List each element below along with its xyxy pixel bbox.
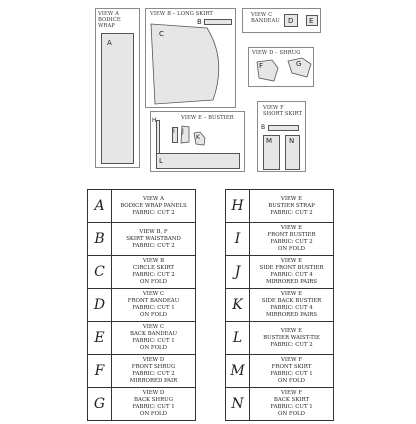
legend-table-left bbox=[87, 189, 196, 421]
legend-line: MIRRORED PAIRS bbox=[265, 312, 318, 318]
piece-c-letter: C bbox=[159, 30, 164, 38]
legend-line: FABRIC: CUT 1 bbox=[270, 371, 313, 377]
legend-line: CIRCLE SKIRT bbox=[132, 265, 175, 271]
legend-row bbox=[226, 388, 334, 421]
legend-letter: A bbox=[88, 190, 112, 223]
legend-line: FABRIC: CUT 4 bbox=[270, 272, 313, 278]
legend-line: VIEW E bbox=[280, 225, 303, 231]
legend-letter: H bbox=[226, 190, 250, 223]
legend-line: VIEW E bbox=[280, 258, 303, 264]
legend-line: ON FOLD bbox=[278, 378, 305, 384]
legend-description bbox=[250, 190, 334, 223]
piece-i-letter: I bbox=[173, 128, 175, 135]
legend-description bbox=[112, 289, 196, 322]
piece-a-letter: A bbox=[107, 39, 112, 47]
legend-letter: E bbox=[88, 322, 112, 355]
view-d-label: VIEW D – SHRUG bbox=[252, 50, 301, 56]
legend-line: VIEW C bbox=[142, 324, 165, 330]
legend-row bbox=[226, 289, 334, 322]
piece-n-letter: N bbox=[289, 137, 295, 145]
legend-line: BACK BANDEAU bbox=[130, 331, 177, 337]
legend-letter: B bbox=[88, 223, 112, 256]
legend-description bbox=[112, 223, 196, 256]
view-c-label: VIEW C BANDEAU bbox=[251, 12, 280, 24]
legend-description bbox=[112, 355, 196, 388]
piece-d bbox=[284, 14, 298, 27]
view-f-label: VIEW F SHORT SKIRT bbox=[263, 105, 303, 117]
legend-line: FABRIC: CUT 2 bbox=[132, 272, 175, 278]
piece-b-letter-f: B bbox=[261, 124, 266, 131]
legend-row bbox=[226, 256, 334, 289]
legend-line: ON FOLD bbox=[278, 411, 305, 417]
legend-line: ON FOLD bbox=[278, 246, 305, 252]
legend-row bbox=[88, 223, 196, 256]
legend-row bbox=[226, 190, 334, 223]
legend-line: ON FOLD bbox=[140, 279, 167, 285]
legend-letter: C bbox=[88, 256, 112, 289]
legend-line: SIDE BACK BUSTIER bbox=[261, 298, 322, 304]
legend-description bbox=[112, 190, 196, 223]
legend-description bbox=[250, 289, 334, 322]
legend-row bbox=[88, 289, 196, 322]
legend-line: VIEW C bbox=[142, 291, 165, 297]
legend-line: BACK SKIRT bbox=[273, 397, 310, 403]
legend-line: FABRIC: CUT 2 bbox=[132, 209, 175, 216]
legend-line: BUSTIER WAIST-TIE bbox=[263, 334, 320, 341]
legend-letter: N bbox=[226, 388, 250, 421]
piece-b-f bbox=[268, 125, 299, 131]
legend-line: FABRIC: CUT 1 bbox=[132, 404, 175, 410]
legend-line: ON FOLD bbox=[140, 312, 167, 318]
legend-line: FABRIC: CUT 2 bbox=[270, 341, 313, 348]
piece-j-letter: J bbox=[182, 128, 184, 135]
legend-line: BUSTIER STRAP bbox=[268, 202, 315, 209]
legend-row bbox=[88, 256, 196, 289]
legend-description bbox=[250, 256, 334, 289]
legend-line: ON FOLD bbox=[140, 345, 167, 351]
piece-m bbox=[263, 135, 280, 170]
piece-d-letter: D bbox=[288, 17, 294, 25]
legend-line: FABRIC: CUT 1 bbox=[132, 305, 175, 311]
legend-letter: D bbox=[88, 289, 112, 322]
piece-b-letter: B bbox=[197, 18, 202, 26]
legend-line: MIRRORED PAIR bbox=[129, 378, 178, 384]
legend-line: MIRRORED PAIRS bbox=[265, 279, 318, 285]
view-d-layout bbox=[248, 47, 314, 87]
legend-description bbox=[112, 388, 196, 421]
legend-line: VIEW E bbox=[280, 291, 303, 297]
piece-l bbox=[156, 153, 240, 169]
legend-letter: I bbox=[226, 223, 250, 256]
legend-line: FABRIC: CUT 2 bbox=[132, 242, 175, 249]
legend-letter: G bbox=[88, 388, 112, 421]
legend-line: BODICE WRAP PANELS bbox=[120, 202, 187, 209]
legend-line: VIEW F bbox=[281, 357, 302, 363]
legend-line: FRONT SKIRT bbox=[271, 364, 312, 370]
piece-k-letter: K bbox=[196, 134, 200, 141]
legend-description bbox=[250, 322, 334, 355]
legend-row bbox=[88, 190, 196, 223]
legend-letter: M bbox=[226, 355, 250, 388]
legend-row bbox=[226, 223, 334, 256]
legend-line: FRONT BANDEAU bbox=[127, 298, 180, 304]
legend-letter: K bbox=[226, 289, 250, 322]
legend-line: VIEW E bbox=[280, 327, 303, 334]
legend-description bbox=[112, 256, 196, 289]
piece-f-letter: F bbox=[259, 62, 264, 70]
legend-letter: L bbox=[226, 322, 250, 355]
legend-row bbox=[88, 322, 196, 355]
legend-line: BACK SHRUG bbox=[133, 397, 174, 403]
legend-line: FABRIC: CUT 1 bbox=[270, 404, 313, 410]
legend-line: VIEW D bbox=[142, 357, 165, 363]
piece-e bbox=[306, 15, 318, 26]
view-e-layout bbox=[150, 111, 245, 172]
legend-line: FABRIC: CUT 4 bbox=[270, 305, 313, 311]
legend-line: FRONT SHRUG bbox=[131, 364, 176, 370]
legend-line: FABRIC: CUT 2 bbox=[270, 209, 313, 216]
piece-a bbox=[101, 33, 134, 164]
legend-line: ON FOLD bbox=[140, 411, 167, 417]
legend-description bbox=[250, 223, 334, 256]
view-f-layout bbox=[257, 101, 306, 172]
legend-line: VIEW D bbox=[142, 390, 165, 396]
piece-h-letter: H bbox=[152, 117, 157, 124]
legend-description bbox=[250, 355, 334, 388]
legend-letter: J bbox=[226, 256, 250, 289]
legend-letter: F bbox=[88, 355, 112, 388]
legend-line: SIDE FRONT BUSTIER bbox=[259, 265, 324, 271]
legend-line: FABRIC: CUT 1 bbox=[132, 338, 175, 344]
view-a-layout bbox=[95, 8, 140, 168]
view-c-layout bbox=[242, 8, 321, 33]
piece-n bbox=[285, 135, 300, 170]
legend-row bbox=[88, 355, 196, 388]
view-b-layout bbox=[145, 8, 236, 108]
piece-m-letter: M bbox=[266, 137, 273, 145]
legend-line: VIEW B, F bbox=[139, 228, 168, 235]
piece-e-letter: E bbox=[309, 17, 314, 25]
legend-line: FABRIC: CUT 2 bbox=[270, 239, 313, 245]
legend-description bbox=[250, 388, 334, 421]
piece-l-letter: L bbox=[159, 157, 163, 165]
legend-line: VIEW F bbox=[281, 390, 302, 396]
legend-line: SKIRT WAISTBAND bbox=[126, 235, 181, 242]
legend-row bbox=[226, 355, 334, 388]
legend-table-right bbox=[225, 189, 334, 421]
piece-g-letter: G bbox=[296, 60, 302, 68]
legend-line: VIEW E bbox=[280, 195, 303, 202]
legend-line: VIEW A bbox=[142, 195, 165, 202]
view-a-label: VIEW A BODICE WRAP bbox=[98, 11, 121, 29]
legend-line: FABRIC: CUT 2 bbox=[132, 371, 175, 377]
legend-line: FRONT BUSTIER bbox=[267, 232, 316, 238]
legend-row bbox=[88, 388, 196, 421]
legend-description bbox=[112, 322, 196, 355]
piece-h bbox=[156, 120, 160, 156]
view-b-label: VIEW B – LONG SKIRT bbox=[150, 11, 213, 17]
legend-line: VIEW B bbox=[142, 258, 165, 264]
view-e-label: VIEW E – BUSTIER bbox=[181, 115, 234, 121]
legend-row bbox=[226, 322, 334, 355]
